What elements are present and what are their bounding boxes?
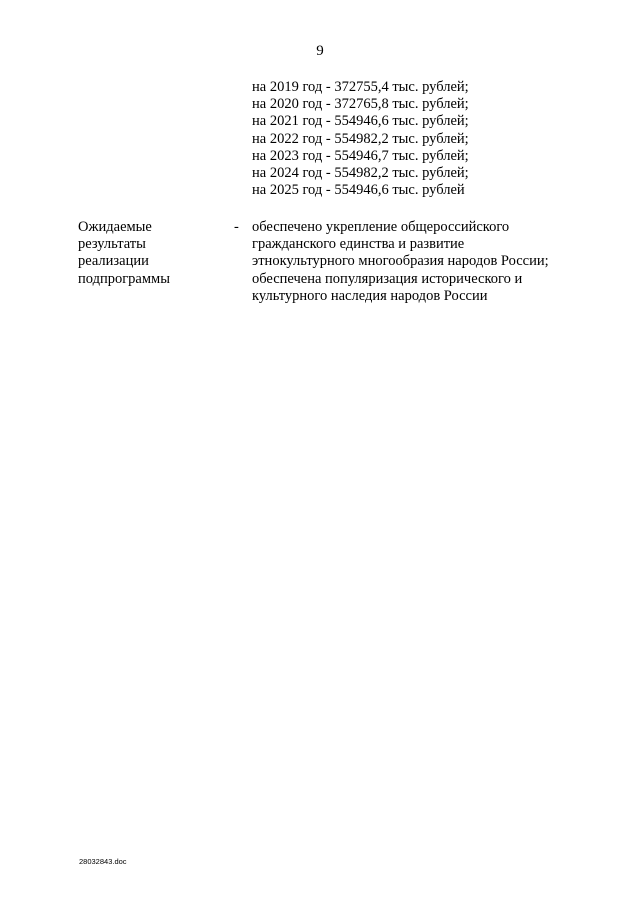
funding-item-2023: на 2023 год - 554946,7 тыс. рублей;: [252, 147, 469, 164]
results-text: [252, 219, 592, 305]
results-text-line: этнокультурного многообразия народов России;: [252, 253, 549, 270]
results-text-line: обеспечено укрепление общероссийского: [252, 219, 510, 235]
funding-item-2019: на 2019 год - 372755,4 тыс. рублей;: [252, 79, 469, 95]
results-text-line: культурного наследия народов России: [252, 287, 488, 304]
funding-item-2022: на 2022 год - 554982,2 тыс. рублей;: [252, 130, 469, 147]
page-number: 9: [316, 43, 324, 59]
results-label-line: подпрограммы: [78, 270, 170, 287]
results-text-line: обеспечена популяризация исторического и: [252, 270, 523, 287]
results-label-line: Ожидаемые: [78, 219, 152, 235]
funding-item-2021: на 2021 год - 554946,6 тыс. рублей;: [252, 113, 469, 130]
funding-list: [252, 79, 469, 199]
results-dash: -: [234, 219, 239, 235]
funding-item-2024: на 2024 год - 554982,2 тыс. рублей;: [252, 165, 469, 182]
results-label-line: результаты: [78, 236, 146, 253]
funding-item-2020: на 2020 год - 372765,8 тыс. рублей;: [252, 96, 469, 113]
funding-item-2025: на 2025 год - 554946,6 тыс. рублей: [252, 182, 465, 199]
results-label-line: реализации: [78, 253, 149, 270]
results-text-line: гражданского единства и развитие: [252, 236, 465, 253]
results-label: [78, 219, 208, 288]
footer-doc-code: 28032843.doc: [79, 857, 127, 866]
